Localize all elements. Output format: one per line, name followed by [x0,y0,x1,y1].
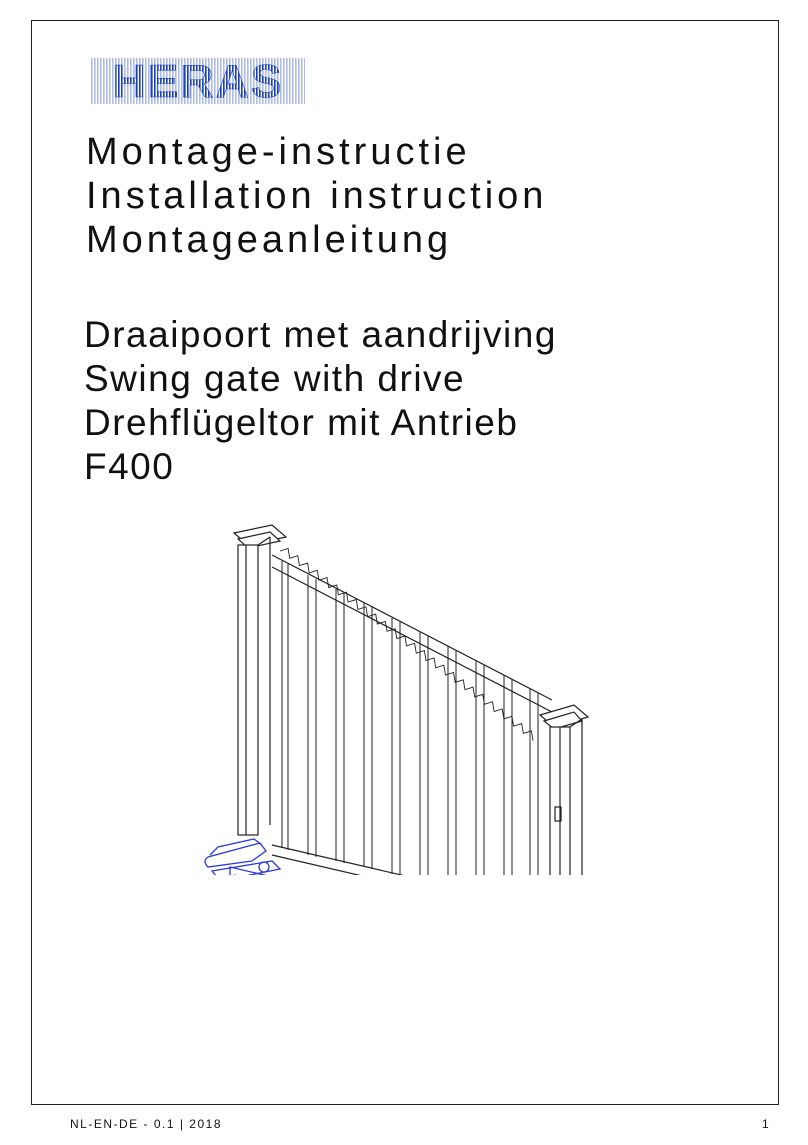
svg-text:HERAS: HERAS [112,58,284,104]
title-en: Installation instruction [86,175,548,217]
gate-drive-motor [205,839,415,875]
product-title-en: Swing gate with drive [84,358,466,399]
product-model: F400 [84,446,175,487]
product-titles [84,313,557,489]
title-nl: Montage-instructie [86,131,471,173]
left-post [234,525,286,835]
manual-titles [86,130,547,262]
product-title-de: Drehflügeltor mit Antrieb [84,402,519,443]
right-post [536,705,600,875]
page-number: 1 [762,1117,769,1131]
title-de: Montageanleitung [86,219,453,261]
document-code: NL-EN-DE - 0.1 | 2018 [70,1117,222,1131]
product-title-nl: Draaipoort met aandrijving [84,314,557,355]
swing-gate-illustration [190,515,620,875]
heras-logo [91,58,305,104]
gate-leaf [256,546,560,875]
